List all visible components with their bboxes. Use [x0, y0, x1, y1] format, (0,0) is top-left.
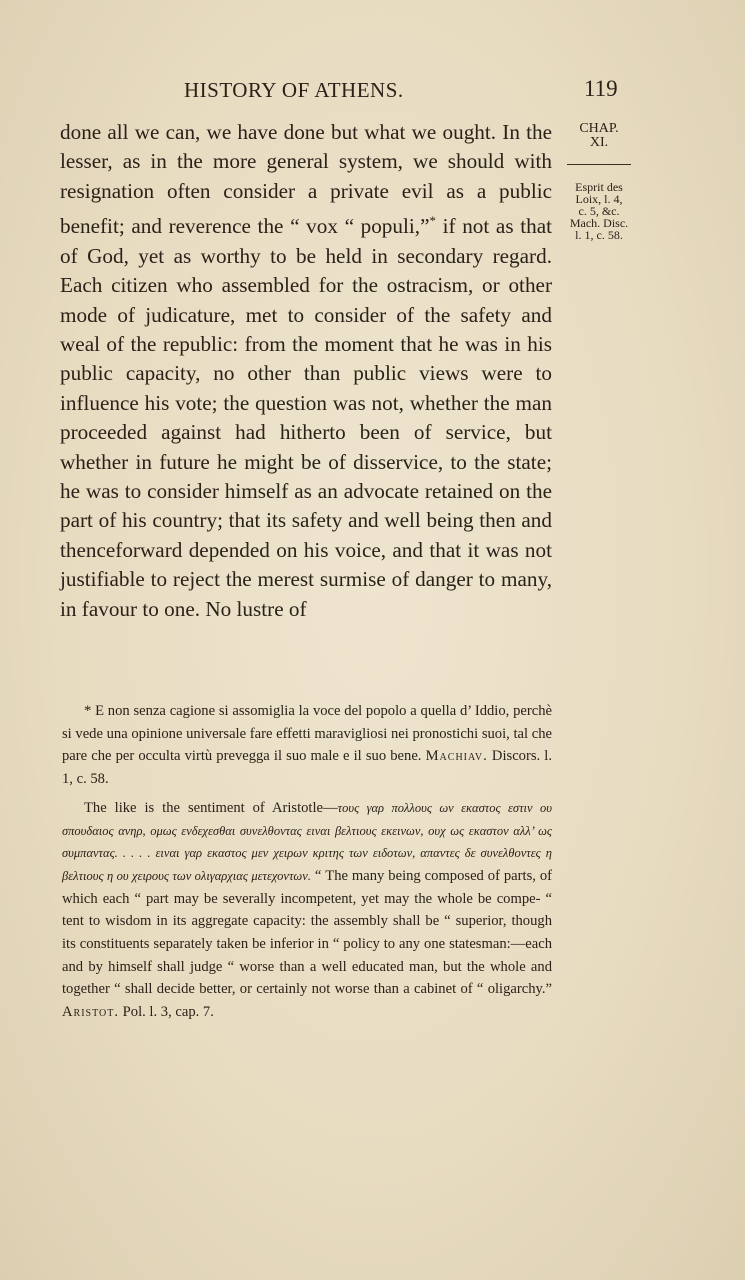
- chapter-label: CHAP.: [579, 121, 619, 136]
- footnotes: [62, 700, 552, 1024]
- page-number: 119: [584, 76, 618, 101]
- footnote-citation-author: Machiav.: [425, 748, 488, 765]
- margin-citation-line: l. 1, c. 58.: [575, 228, 623, 242]
- running-head: HISTORY OF ATHENS.: [184, 78, 404, 102]
- margin-citation-line: Loix, l. 4,: [575, 192, 623, 206]
- footnote-citation: Discors. l. 1, c. 58.: [62, 748, 552, 788]
- chapter-number: XI.: [589, 135, 609, 150]
- footnote-aristotle: [62, 797, 552, 1024]
- footnote-translation: “ The many being composed of parts, of which each “ part may be severally incompetent, yet may the whole be compe- “ tent to wisdom in its aggregate capacity: the assembly shall be “ superior, though its constituents separately taken be inferior in “ policy to any one statesman:—each and by himself shall judge “ worse than a well educated man, but the whole and together “ shall decide better, or certainly not worse than a cabinet of “ oligarchy.”: [62, 867, 553, 998]
- footnote-reference: *: [429, 213, 436, 229]
- page-header: [0, 76, 745, 108]
- body-text-part-1: done all we can, we have done but what we ought. In the lesser, as in the more general system, we should with resignation often consider a private evil as a public benefit; and reverence the “ vox “ populi,”: [60, 120, 552, 239]
- footnote-intro: The like is the sentiment of Aristotle—: [84, 799, 338, 816]
- body-text: [60, 118, 552, 624]
- margin-rule: [567, 164, 631, 165]
- footnote-citation: Pol. l. 3, cap. 7.: [119, 1004, 214, 1021]
- margin-citation-line: Mach. Disc.: [569, 216, 629, 230]
- margin-citation-line: c. 5, &c.: [578, 204, 620, 218]
- greek-quotation: τους γαρ πολλους ων εκαστος εστιν ου σπουδαιος ανηρ, ομως ενδεχεσθαι συνελθοντας ειναι βελτιους εκεινων, ουχ ως εκαστον αλλ’ ως συμπαντας. . . . . ειναι γαρ εκαστος μεν χειρων κριτης των ειδοτων, απαντες δε συνελθοντες η βελτιους η ου χειρους των ολιγαρχιας μετεχοντων.: [62, 800, 552, 883]
- footnote-machiavelli: [62, 700, 552, 791]
- footnote-mark: *: [84, 703, 96, 719]
- margin-notes: [564, 122, 634, 241]
- body-paragraph: [60, 118, 552, 624]
- footnote-text: E non senza cagione si assomiglia la voce del popolo a quella d’ Iddio, perchè si vede una opinione universale fare effetti maravigliosi nei pronostichi suoi, tal che pare che per occulta virtù prevegga il suo male e il suo bene.: [62, 703, 552, 765]
- margin-citation-line: Esprit des: [575, 180, 623, 194]
- body-text-part-2: if not as that of God, yet as worthy to be held in secondary regard. Each citizen who assembled for the ostracism, or other mode of judicature, met to consider of the safety and weal of the republic: from the moment that he was in his public capacity, no other than public views were to influence his vote; the question was not, whether the man proceeded against had hitherto been of service, but whether in future he might be of disservice, to the state; he was to consider himself as an advocate retained on the part of his country; that its safety and well being then and thenceforward depended on his voice, and that it was not justifiable to reject the merest surmise of danger to many, in favour to one. No lustre of: [60, 214, 552, 621]
- footnote-citation-author: Aristot.: [62, 1004, 120, 1021]
